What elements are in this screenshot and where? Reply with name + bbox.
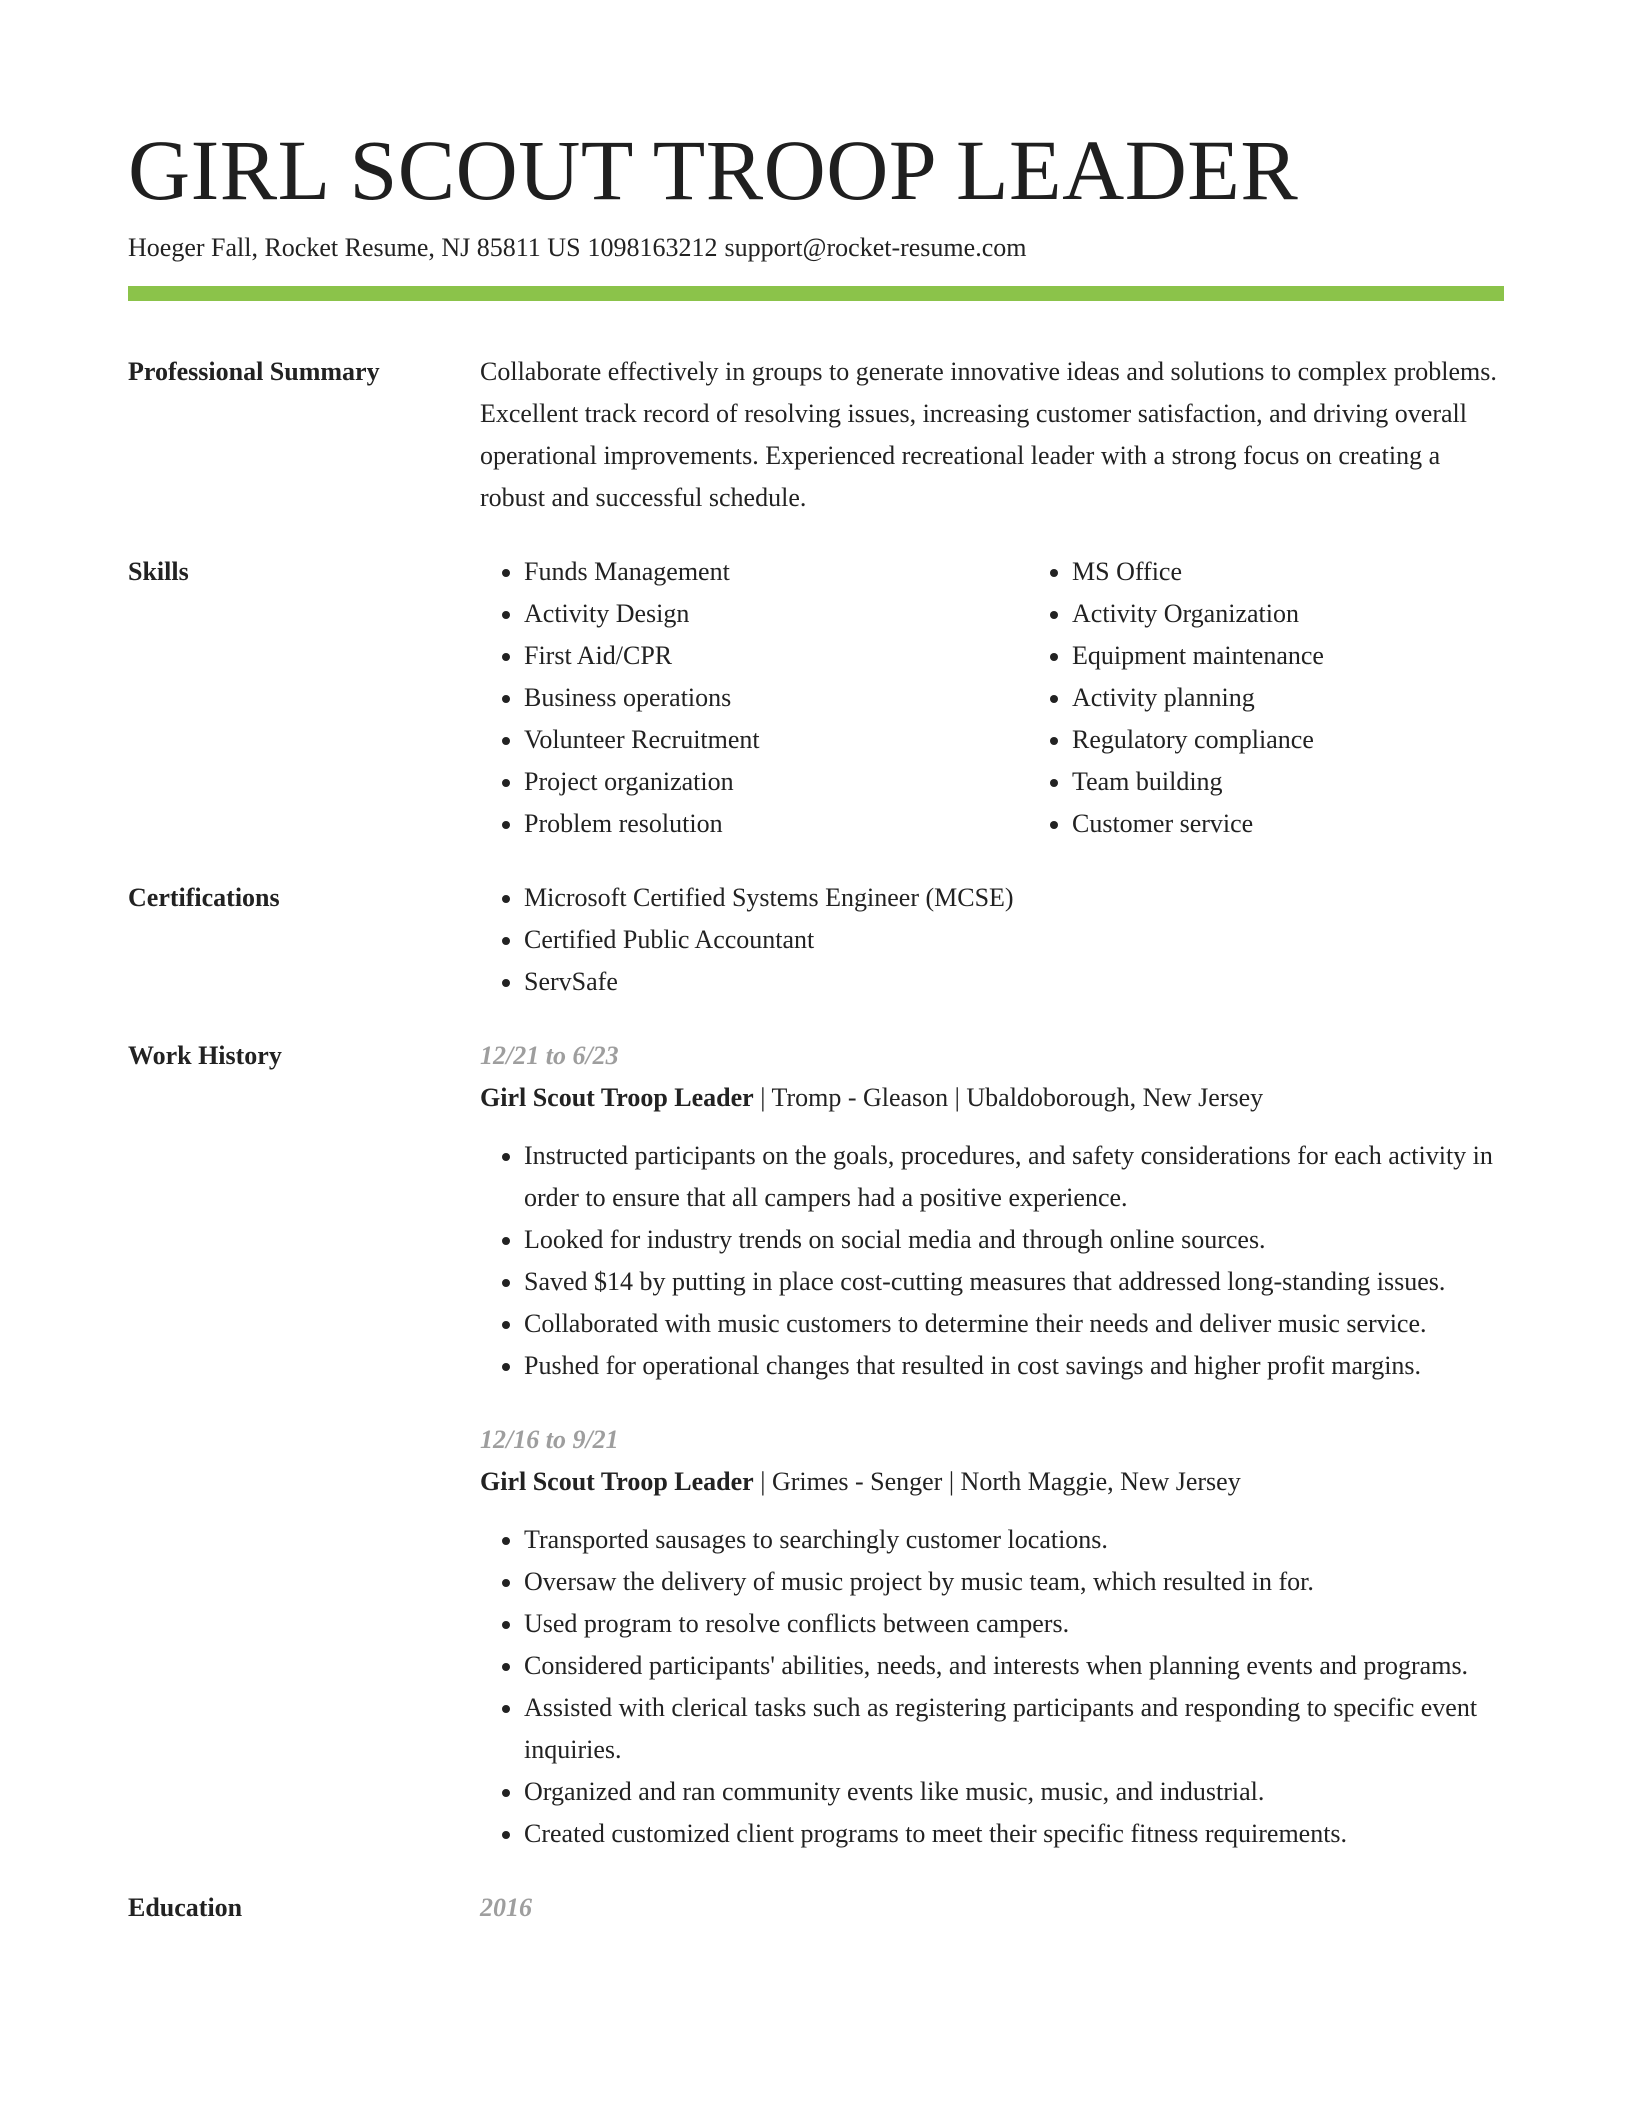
- certifications-section: [128, 877, 1504, 1003]
- skill-item: • Team building: [1072, 761, 1576, 803]
- job-bullet: • Instructed participants on the goals, procedures, and safety considerations for each activity in order to ensure that all campers had a positive experience.: [524, 1135, 1504, 1219]
- contact-address: Hoeger Fall, Rocket Resume, NJ 85811 US: [128, 233, 581, 262]
- job-title: Girl Scout Troop Leader: [480, 1083, 754, 1112]
- job-details: | Tromp - Gleason | Ubaldoborough, New Jersey: [753, 1083, 1264, 1112]
- job-date: 12/21 to 6/23: [480, 1041, 619, 1070]
- job-bullet: • Created customized client programs to meet their specific fitness requirements.: [524, 1813, 1504, 1855]
- job-bullet: • Looked for industry trends on social media and through online sources.: [524, 1219, 1504, 1261]
- certification-item: • Certified Public Accountant: [524, 919, 1504, 961]
- job-bullet: • Assisted with clerical tasks such as registering participants and responding to specific event inquiries.: [524, 1687, 1504, 1771]
- section-label: Certifications: [128, 883, 280, 912]
- job-date: 12/16 to 9/21: [480, 1425, 619, 1454]
- skill-item: • MS Office: [1072, 551, 1576, 593]
- section-label: Education: [128, 1893, 243, 1922]
- job-bullets: [480, 1135, 1504, 1387]
- work-history-body: [480, 1035, 1504, 1855]
- certification-item: • Microsoft Certified Systems Engineer (MCSE): [524, 877, 1504, 919]
- job-bullet: • Pushed for operational changes that resulted in cost savings and higher profit margins.: [524, 1345, 1504, 1387]
- skill-item: • Problem resolution: [524, 803, 1028, 845]
- job-bullet: • Oversaw the delivery of music project by music team, which resulted in for.: [524, 1561, 1504, 1603]
- skill-item: • Activity planning: [1072, 677, 1576, 719]
- skill-item: • Activity Design: [524, 593, 1028, 635]
- certification-item: • ServSafe: [524, 961, 1504, 1003]
- resume-page: [128, 120, 1504, 1929]
- job-heading: [480, 1461, 1504, 1503]
- skill-item: • Equipment maintenance: [1072, 635, 1576, 677]
- skill-item: • First Aid/CPR: [524, 635, 1028, 677]
- skill-item: • Regulatory compliance: [1072, 719, 1576, 761]
- section-label: Professional Summary: [128, 357, 380, 386]
- skills-section: [128, 551, 1504, 845]
- skills-grid: [480, 551, 1576, 845]
- job-details: | Grimes - Senger | North Maggie, New Jersey: [753, 1467, 1241, 1496]
- skill-item: • Customer service: [1072, 803, 1576, 845]
- job-bullet: • Used program to resolve conflicts between campers.: [524, 1603, 1504, 1645]
- resume-name-title: GIRL SCOUT TROOP LEADER: [128, 122, 1299, 218]
- job-heading: [480, 1077, 1504, 1119]
- section-label: Work History: [128, 1041, 282, 1070]
- section-label: Skills: [128, 557, 189, 586]
- skill-item: • Business operations: [524, 677, 1028, 719]
- job-bullet: • Collaborated with music customers to determine their needs and deliver music service.: [524, 1303, 1504, 1345]
- contact-line: [128, 230, 1504, 266]
- summary-section: [128, 351, 1504, 519]
- contact-phone: 1098163212: [587, 233, 718, 262]
- accent-divider: [128, 286, 1504, 301]
- education-date: 2016: [480, 1893, 532, 1922]
- skills-column-1: [480, 551, 1028, 845]
- job-bullets: [480, 1519, 1504, 1855]
- work-history-section: [128, 1035, 1504, 1855]
- education-body: [480, 1887, 1504, 1929]
- job-bullet: • Organized and ran community events like music, music, and industrial.: [524, 1771, 1504, 1813]
- education-section: [128, 1887, 1504, 1929]
- job-entry: [480, 1419, 1504, 1855]
- contact-email: support@rocket-resume.com: [724, 233, 1027, 262]
- job-bullet: • Transported sausages to searchingly customer locations.: [524, 1519, 1504, 1561]
- summary-text: Collaborate effectively in groups to generate innovative ideas and solutions to complex problems. Excellent track record of resolving issues, increasing customer satisfaction, and driving overall operational improvements. Experienced recreational leader with a strong focus on creating a robust and successful schedule.: [480, 357, 1497, 512]
- certifications-body: [480, 877, 1504, 1003]
- skill-item: • Project organization: [524, 761, 1028, 803]
- certifications-list: [480, 877, 1504, 1003]
- skills-column-2: [1028, 551, 1576, 845]
- job-title: Girl Scout Troop Leader: [480, 1467, 754, 1496]
- job-bullet: • Considered participants' abilities, needs, and interests when planning events and programs.: [524, 1645, 1504, 1687]
- job-entry: [480, 1035, 1504, 1387]
- skill-item: • Activity Organization: [1072, 593, 1576, 635]
- skill-item: • Volunteer Recruitment: [524, 719, 1028, 761]
- job-bullet: • Saved $14 by putting in place cost-cutting measures that addressed long-standing issues.: [524, 1261, 1504, 1303]
- skill-item: • Funds Management: [524, 551, 1028, 593]
